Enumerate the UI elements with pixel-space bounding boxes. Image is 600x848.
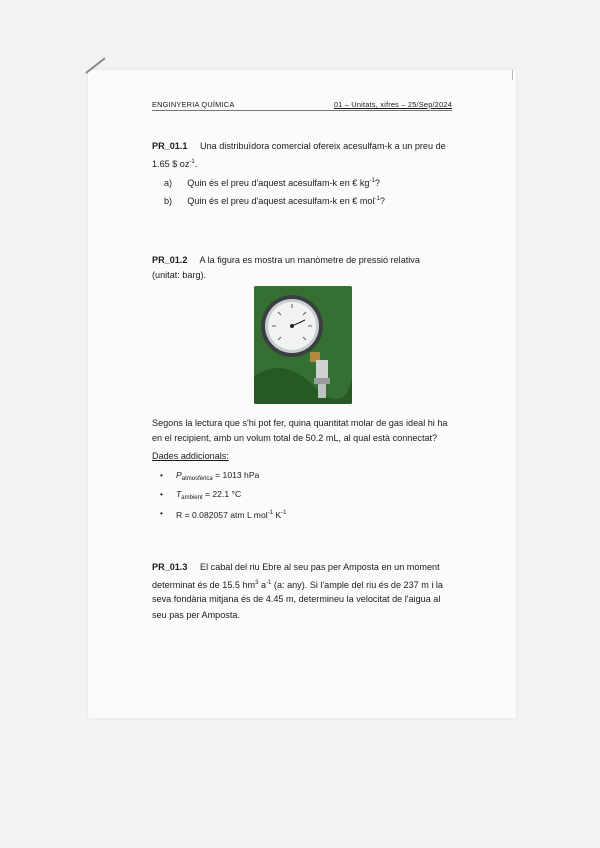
pr2-intro	[152, 253, 420, 268]
pr2-id: PR_01.2	[152, 255, 188, 265]
data-item-gas-constant: • R = 0.082057 atm L mol$^{-1}$ $K^{-1}$	[160, 506, 286, 523]
pr1-question-b: b) Quin és el preu d'aquest acesulfam-k en € mol$^{-1}$?	[164, 196, 385, 206]
pr3-id: PR_01.3	[152, 562, 188, 572]
pr1-b-label: b)	[164, 196, 173, 206]
pr1-a-text: Quin és el preu d'aquest acesulfam-k en € kg	[187, 178, 370, 188]
pr1-line1: Una distribuïdora comercial ofereix acesulfam-k a un preu de	[200, 141, 446, 151]
pr3-line2: determinat és de 15.5 $hm^3$ $a^{-1}$ (a: any). Si l'ample del riu és de 237 m i la	[152, 580, 443, 590]
pr3-line1	[152, 560, 440, 575]
pr2-line1: A la figura es mostra un manòmetre de pressió relativa	[199, 255, 420, 265]
pr1-price: 1.65 $ $oz^{-1}$.	[152, 159, 198, 169]
pr3-l1: El cabal del riu Ebre al seu pas per Amposta en un moment	[200, 562, 440, 572]
pr1-intro	[152, 139, 446, 154]
pr1-price-text: 1.65 $ oz	[152, 159, 190, 169]
manometer-icon	[254, 286, 352, 404]
pr1-price-exp: -1	[189, 159, 195, 165]
manometer-photo	[254, 286, 352, 404]
additional-data-list	[160, 468, 286, 523]
pr1-a-exp: -1	[369, 178, 375, 184]
pr2-line2: (unitat: barg).	[152, 270, 207, 280]
header-unit-date: 01 – Unitats, xifres – 25/Sep/2024	[333, 100, 452, 109]
pr2-data-title: Dades addicionals:	[152, 451, 229, 461]
pr1-question-a: a) Quin és el preu d'aquest acesulfam-k en € $kg^{-1}$?	[164, 178, 380, 188]
pr1-id: PR_01.1	[152, 141, 188, 151]
pr1-b-exp: -1	[374, 196, 380, 202]
data-item-temperature: • $T_{ambient} = 22.1$ °C	[160, 487, 286, 506]
pr2-question-line1: Segons la lectura que s'hi pot fer, quina quantitat molar de gas ideal hi ha	[152, 418, 448, 428]
pr2-question-line2: en el recipient, amb un volum total de 50.2 mL, al qual està connectat?	[152, 433, 438, 443]
data-item-pressure: • $P_{atmosfèrica} = 1013$ hPa	[160, 468, 286, 487]
pr1-a-label: a)	[164, 178, 173, 188]
pr3-line3: seva fondària mitjana és de 4.45 m, determineu la velocitat de l'aigua al	[152, 594, 441, 604]
pr1-b-text: Quin és el preu d'aquest acesulfam-k en € mol	[187, 196, 375, 206]
header-course: ENGINYERIA QUÍMICA	[152, 100, 235, 109]
page-header	[152, 100, 452, 111]
pr3-line4: seu pas per Amposta.	[152, 610, 240, 620]
edge-mark	[512, 70, 513, 80]
